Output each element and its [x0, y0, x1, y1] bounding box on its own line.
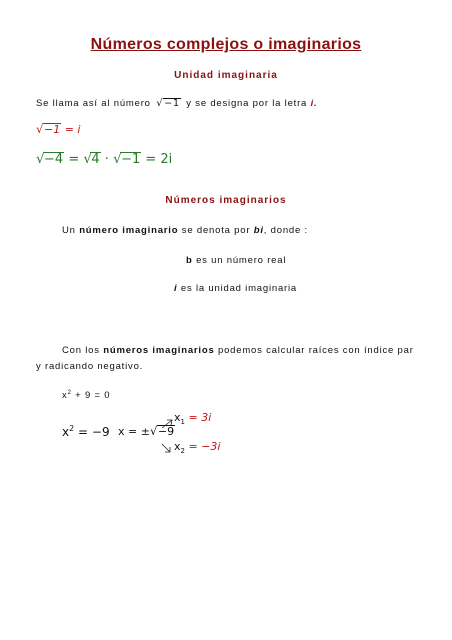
letter-i: i. [310, 98, 318, 109]
definition-text-pre: Se llama así al número [36, 98, 151, 109]
definition-text-post: y se designa por la letra [186, 98, 308, 109]
solution-x2: $x_2 = -3i$ [174, 440, 221, 456]
equation-sqrt-minus-one-equals-i: √ −1 = i [36, 122, 81, 137]
imaginary-definition-line: Un número imaginario se denota por bi, donde : [62, 225, 308, 236]
handwritten-x2-equals-minus9: $x^2 = -9$ [62, 424, 110, 439]
solution-plus-minus-sqrt: x = ± √ −9 [118, 424, 175, 439]
paragraph-line-2: y radicando negativo. [36, 361, 144, 372]
paragraph-line-1: Con los números imaginarios podemos calcular raíces con índice par [62, 345, 414, 356]
item-i-unidad: i es la unidad imaginaria [174, 283, 298, 294]
equation-sqrt-minus-four: √ −4 = √ 4 · √ −1 = 2i [36, 151, 173, 168]
arrow-up-line [162, 420, 172, 428]
page-title: Números complejos o imaginarios [90, 36, 362, 53]
solution-x1: $x_1 = 3i$ [174, 411, 212, 427]
heading-unidad-imaginaria: Unidad imaginaria [174, 70, 278, 81]
equation-x2-plus-9: $x^2 + 9 = 0$ [62, 390, 111, 402]
arrow-down-line [162, 444, 170, 452]
item-b-real: b es un número real [186, 255, 287, 266]
heading-numeros-imaginarios: Números imaginarios [165, 195, 287, 206]
sqrt-minus-one: √ −1 [156, 98, 180, 110]
